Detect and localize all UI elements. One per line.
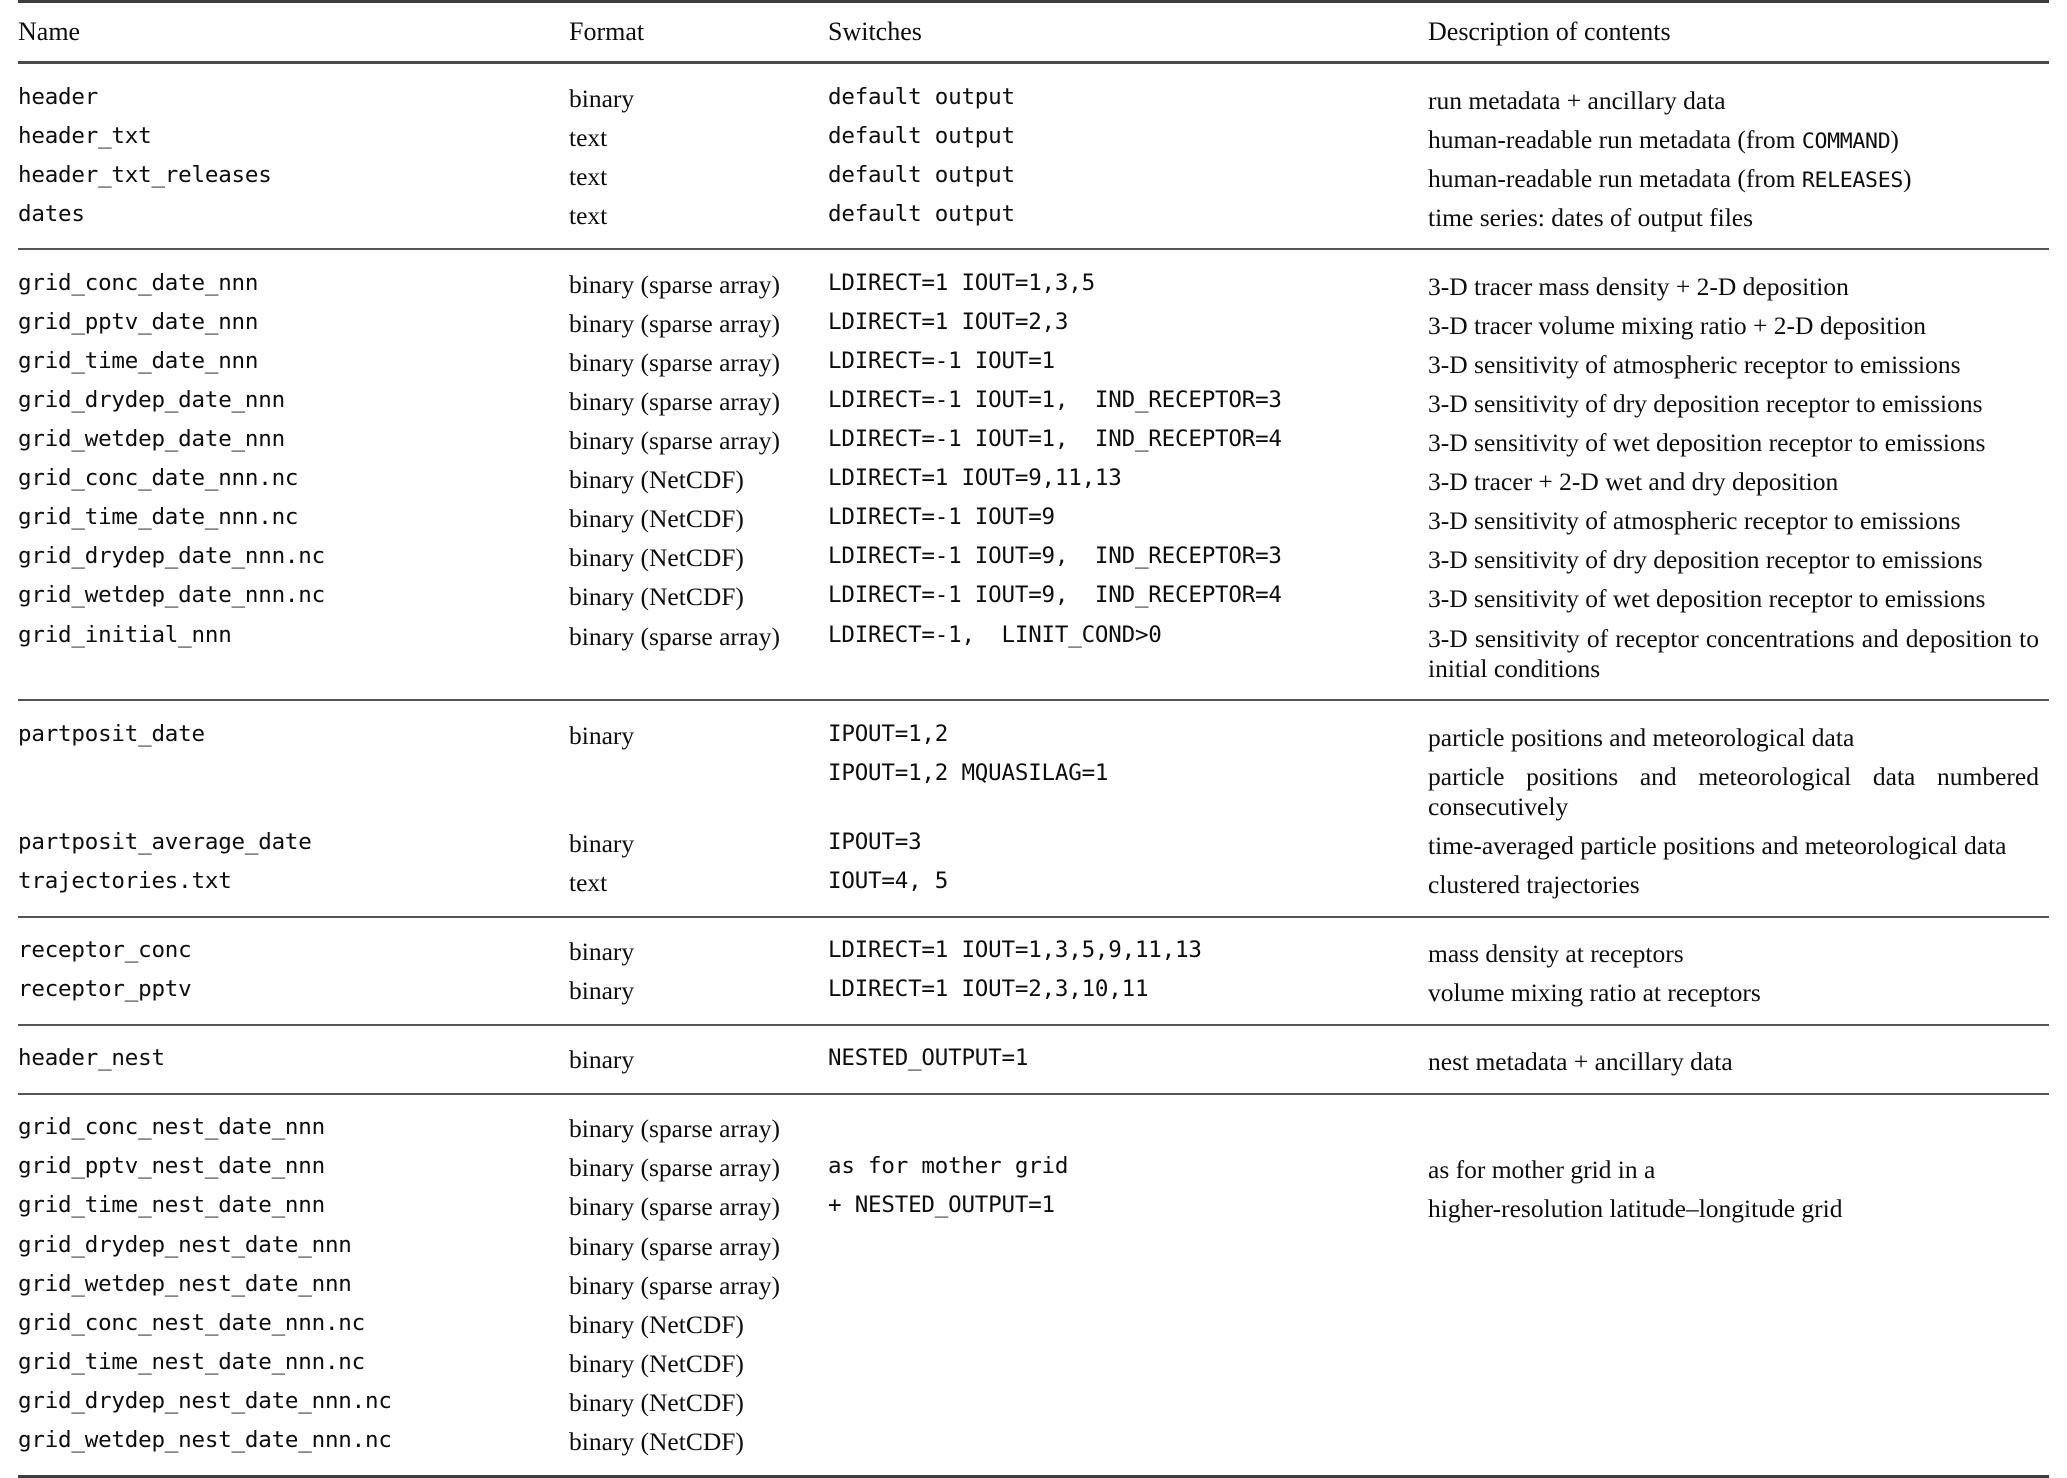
spacer (18, 1013, 2049, 1025)
cell-name: grid_time_nest_date_nnn (18, 1192, 325, 1219)
cell-format: binary (sparse array) (569, 426, 780, 456)
cell-description: time series: dates of output files (1428, 202, 1754, 232)
cell-format: binary (NetCDF) (569, 1309, 744, 1339)
spacer (18, 250, 2049, 267)
cell-switches: IPOUT=3 (828, 828, 922, 855)
table-row (18, 1043, 2049, 1082)
cell-name: grid_pptv_nest_date_nnn (18, 1153, 325, 1180)
cell-name: grid_wetdep_date_nnn (18, 426, 285, 453)
cell-name: grid_drydep_nest_date_nnn.nc (18, 1387, 392, 1414)
cell-format: binary (NetCDF) (569, 1387, 744, 1417)
cell-switches: LDIRECT=1 IOUT=2,3 (828, 308, 1069, 335)
cell-format: binary (sparse array) (569, 269, 780, 299)
table-row (18, 1385, 2049, 1424)
table-row (18, 1190, 2049, 1229)
cell-description: 3-D sensitivity of atmospheric receptor to emissions (1428, 506, 1961, 536)
output-files-table (18, 0, 2049, 1478)
table-row (18, 1229, 2049, 1268)
horizontal-rule (18, 1476, 2049, 1478)
table-row (18, 81, 2049, 120)
cell-name: header (18, 83, 99, 110)
row-spacer (18, 64, 2049, 81)
cell-name: receptor_conc (18, 937, 192, 964)
cell-format: binary (sparse array) (569, 621, 780, 651)
table-row (18, 1112, 2049, 1151)
cell-switches (828, 1307, 1428, 1346)
row-spacer (18, 701, 2049, 718)
cell-name: partposit_date (18, 720, 205, 747)
spacer (18, 64, 2049, 81)
cell-switches (828, 1346, 1428, 1385)
table-row (18, 619, 2049, 688)
row-spacer (18, 1013, 2049, 1025)
table-row (18, 1424, 2049, 1463)
cell-description (1428, 1346, 2049, 1385)
spacer (18, 688, 2049, 700)
cell-description: 3-D tracer + 2-D wet and dry deposition (1428, 467, 1839, 497)
table-row (18, 198, 2049, 237)
table-row (18, 757, 2049, 826)
cell-name: grid_drydep_date_nnn.nc (18, 543, 325, 570)
cell-name: grid_conc_nest_date_nnn (18, 1114, 325, 1141)
cell-name: grid_conc_date_nnn.nc (18, 465, 299, 492)
row-spacer (18, 1095, 2049, 1112)
cell-format: text (569, 161, 608, 191)
spacer (18, 1082, 2049, 1094)
table-header-row (18, 3, 2049, 63)
cell-name: header_nest (18, 1045, 165, 1072)
cell-format: binary (569, 720, 635, 750)
cell-switches: NESTED_OUTPUT=1 (828, 1045, 1029, 1072)
cell-format: text (569, 867, 608, 897)
table-row (18, 1307, 2049, 1346)
table-row (18, 267, 2049, 306)
table-row (18, 1268, 2049, 1307)
row-spacer (18, 688, 2049, 700)
table-row (18, 1346, 2049, 1385)
cell-switches: default output (828, 161, 1015, 188)
spacer (18, 1464, 2049, 1477)
table-row (18, 159, 2049, 198)
table-row (18, 974, 2049, 1013)
cell-description: 3-D sensitivity of wet deposition receptor to emissions (1428, 428, 1986, 458)
table-row (18, 718, 2049, 757)
table-row (18, 345, 2049, 384)
cell-name: grid_time_date_nnn.nc (18, 504, 299, 531)
cell-switches (828, 1385, 1428, 1424)
cell-switches: LDIRECT=1 IOUT=2,3,10,11 (828, 976, 1149, 1003)
cell-switches: default output (828, 122, 1015, 149)
row-spacer (18, 918, 2049, 935)
cell-format: binary (NetCDF) (569, 1348, 744, 1378)
cell-description: 3-D tracer volume mixing ratio + 2-D deposition (1428, 310, 1927, 340)
cell-description: time-averaged particle positions and meteorological data (1428, 830, 2007, 860)
cell-name: partposit_average_date (18, 828, 312, 855)
cell-switches: LDIRECT=1 IOUT=1,3,5,9,11,13 (828, 937, 1202, 964)
row-spacer (18, 1464, 2049, 1477)
cell-format: binary (NetCDF) (569, 543, 744, 573)
table-row (18, 865, 2049, 904)
description-code-token: RELEASES (1801, 167, 1903, 193)
cell-format: binary (569, 937, 635, 967)
cell-format (569, 757, 828, 826)
table-row (18, 935, 2049, 974)
cell-switches: LDIRECT=-1 IOUT=1, IND_RECEPTOR=4 (828, 426, 1282, 453)
spacer (18, 1095, 2049, 1112)
cell-switches: LDIRECT=-1 IOUT=9 (828, 504, 1055, 531)
cell-switches: + NESTED_OUTPUT=1 (828, 1192, 1055, 1219)
cell-format: binary (sparse array) (569, 1114, 780, 1144)
cell-description: particle positions and meteorological data numbered consecutively (1428, 761, 2039, 821)
cell-name: receptor_pptv (18, 976, 192, 1003)
table-row (18, 502, 2049, 541)
cell-format: binary (sparse array) (569, 387, 780, 417)
cell-description: 3-D sensitivity of receptor concentrations and deposition to initial conditions (1428, 623, 2039, 683)
cell-description: as for mother grid in a (1428, 1155, 1656, 1185)
cell-name: grid_conc_nest_date_nnn.nc (18, 1309, 365, 1336)
row-spacer (18, 905, 2049, 917)
cell-format: binary (sparse array) (569, 347, 780, 377)
cell-name: grid_conc_date_nnn (18, 269, 259, 296)
cell-name: grid_drydep_date_nnn (18, 387, 285, 414)
cell-format: binary (sparse array) (569, 1192, 780, 1222)
table-bottom-rule (18, 1476, 2049, 1478)
cell-format: binary (sparse array) (569, 1153, 780, 1183)
spacer (18, 905, 2049, 917)
cell-description: 3-D sensitivity of atmospheric receptor to emissions (1428, 349, 1961, 379)
cell-format: binary (NetCDF) (569, 1426, 744, 1456)
cell-switches: IOUT=4, 5 (828, 867, 949, 894)
cell-format: binary (569, 1045, 635, 1075)
table-row (18, 541, 2049, 580)
cell-switches: LDIRECT=-1, LINIT_COND>0 (828, 621, 1162, 648)
cell-description (1428, 1229, 2049, 1268)
cell-switches: as for mother grid (828, 1153, 1069, 1180)
spacer (18, 918, 2049, 935)
column-header-name: Name (18, 17, 81, 46)
cell-switches: LDIRECT=1 IOUT=9,11,13 (828, 465, 1122, 492)
row-spacer (18, 250, 2049, 267)
table-row (18, 826, 2049, 865)
cell-format: binary (569, 83, 635, 113)
cell-description: nest metadata + ancillary data (1428, 1047, 1733, 1077)
cell-switches (828, 1229, 1428, 1268)
cell-name: header_txt_releases (18, 161, 272, 188)
cell-switches: LDIRECT=-1 IOUT=1 (828, 347, 1055, 374)
cell-name: header_txt (18, 122, 152, 149)
cell-description (1428, 1112, 2049, 1151)
cell-description: 3-D tracer mass density + 2-D deposition (1428, 271, 1849, 301)
cell-format: binary (sparse array) (569, 1231, 780, 1261)
cell-description: mass density at receptors (1428, 939, 1684, 969)
cell-name (18, 757, 569, 826)
spacer (18, 1026, 2049, 1043)
cell-name: grid_time_date_nnn (18, 347, 259, 374)
cell-format: binary (569, 976, 635, 1006)
cell-name: grid_wetdep_nest_date_nnn.nc (18, 1426, 392, 1453)
cell-description: run metadata + ancillary data (1428, 85, 1726, 115)
spacer (18, 237, 2049, 249)
description-code-token: COMMAND (1801, 128, 1891, 154)
cell-name: grid_initial_nnn (18, 621, 232, 648)
row-spacer (18, 1026, 2049, 1043)
cell-switches: LDIRECT=1 IOUT=1,3,5 (828, 269, 1095, 296)
cell-description (1428, 1307, 2049, 1346)
table-row (18, 463, 2049, 502)
cell-description: human-readable run metadata (from COMMAND) (1428, 124, 1899, 154)
cell-format: binary (NetCDF) (569, 465, 744, 495)
cell-description: particle positions and meteorological data (1428, 722, 1855, 752)
cell-switches (828, 1112, 1428, 1151)
cell-description: 3-D sensitivity of dry deposition receptor to emissions (1428, 389, 1983, 419)
table-row (18, 306, 2049, 345)
column-header-switches: Switches (828, 17, 922, 46)
cell-switches: default output (828, 83, 1015, 110)
table-row (18, 120, 2049, 159)
cell-description (1428, 1424, 2049, 1463)
table-row (18, 424, 2049, 463)
cell-switches: default output (828, 200, 1015, 227)
table-row (18, 385, 2049, 424)
cell-switches: LDIRECT=-1 IOUT=9, IND_RECEPTOR=3 (828, 543, 1282, 570)
cell-switches (828, 1424, 1428, 1463)
cell-description: 3-D sensitivity of dry deposition receptor to emissions (1428, 545, 1983, 575)
cell-format: binary (sparse array) (569, 308, 780, 338)
row-spacer (18, 1082, 2049, 1094)
cell-description: 3-D sensitivity of wet deposition receptor to emissions (1428, 584, 1986, 614)
cell-name: grid_time_nest_date_nnn.nc (18, 1348, 365, 1375)
cell-name: trajectories.txt (18, 867, 232, 894)
cell-name: grid_pptv_date_nnn (18, 308, 259, 335)
cell-format: binary (NetCDF) (569, 582, 744, 612)
table-row (18, 580, 2049, 619)
cell-description (1428, 1385, 2049, 1424)
cell-format: text (569, 122, 608, 152)
spacer (18, 701, 2049, 718)
cell-format: binary (NetCDF) (569, 504, 744, 534)
cell-description: human-readable run metadata (from RELEASES) (1428, 163, 1912, 193)
cell-description (1428, 1268, 2049, 1307)
cell-format: binary (569, 828, 635, 858)
cell-description: higher-resolution latitude–longitude grid (1428, 1194, 1843, 1224)
column-header-description: Description of contents (1428, 17, 1671, 46)
cell-format: binary (sparse array) (569, 1270, 780, 1300)
cell-name: dates (18, 200, 85, 227)
cell-format: text (569, 200, 608, 230)
row-spacer (18, 237, 2049, 249)
cell-switches (828, 1268, 1428, 1307)
cell-switches: LDIRECT=-1 IOUT=9, IND_RECEPTOR=4 (828, 582, 1282, 609)
cell-name: grid_wetdep_nest_date_nnn (18, 1270, 352, 1297)
cell-description: clustered trajectories (1428, 869, 1640, 899)
column-header-format: Format (569, 17, 645, 46)
cell-description: volume mixing ratio at receptors (1428, 978, 1761, 1008)
cell-name: grid_wetdep_date_nnn.nc (18, 582, 325, 609)
cell-switches: LDIRECT=-1 IOUT=1, IND_RECEPTOR=3 (828, 387, 1282, 414)
cell-name: grid_drydep_nest_date_nnn (18, 1231, 352, 1258)
table-row (18, 1151, 2049, 1190)
cell-switches: IPOUT=1,2 (828, 720, 949, 747)
cell-switches: IPOUT=1,2 MQUASILAG=1 (828, 759, 1109, 786)
